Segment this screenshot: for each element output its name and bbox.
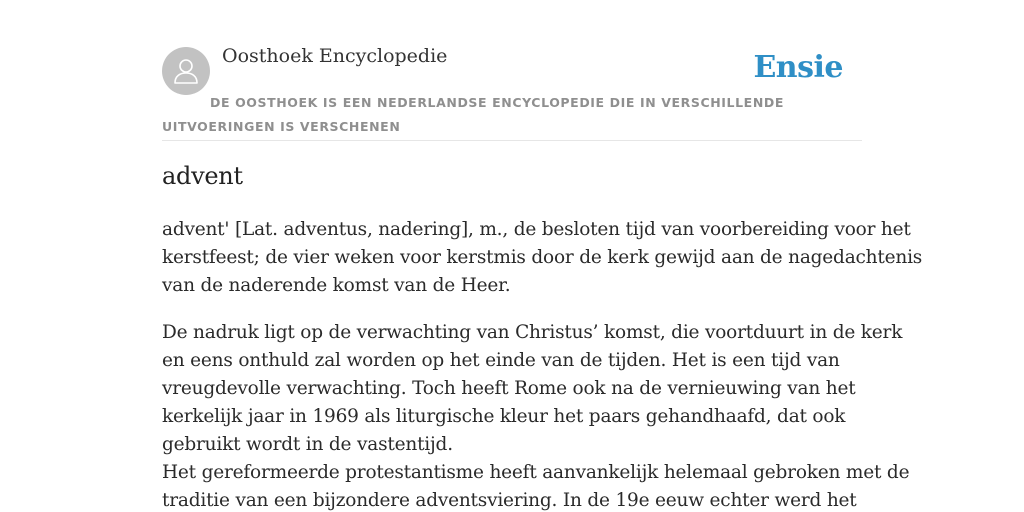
paragraph-line: De nadruk ligt op de verwachting van Christus’ komst, die voortduurt in de kerk [162,322,903,343]
user-silhouette-icon [171,56,201,86]
source-name-link[interactable]: Oosthoek Encyclopedie [222,45,448,67]
article-container [162,0,923,511]
article-paragraph-2 [162,319,910,512]
article-body [162,216,923,512]
paragraph-line: advent' [Lat. adventus, nadering], m., de besloten tijd van voorbereiding voor het [162,219,911,240]
source-header [162,0,862,141]
article-paragraph-1 [162,216,923,300]
source-avatar[interactable] [162,47,210,95]
paragraph-line: vreugdevolle verwachting. Toch heeft Rome ook na de vernieuwing van het [162,378,856,399]
article-title: advent [162,162,243,190]
paragraph-line: en eens onthuld zal worden op het einde van de tijden. Het is een tijd van [162,350,840,371]
paragraph-line: Het gereformeerde protestantisme heeft aanvankelijk helemaal gebroken met de [162,462,910,483]
paragraph-line: gebruikt wordt in de vastentijd. [162,434,453,455]
paragraph-line: van de naderende komst van de Heer. [162,275,511,296]
source-tagline: DE OOSTHOEK IS EEN NEDERLANDSE ENCYCLOPEDIE DIE IN VERSCHILLENDE UITVOERINGEN IS VERSCHENEN [162,95,784,134]
paragraph-line: kerkelijk jaar in 1969 als liturgische kleur het paars gehandhaafd, dat ook [162,406,846,427]
brand-logo[interactable]: Ensie [753,50,843,85]
paragraph-line: kerstfeest; de vier weken voor kerstmis door de kerk gewijd aan de nagedachtenis [162,247,923,268]
paragraph-line: traditie van een bijzondere adventsviering. In de 19e eeuw echter werd het [162,490,857,511]
